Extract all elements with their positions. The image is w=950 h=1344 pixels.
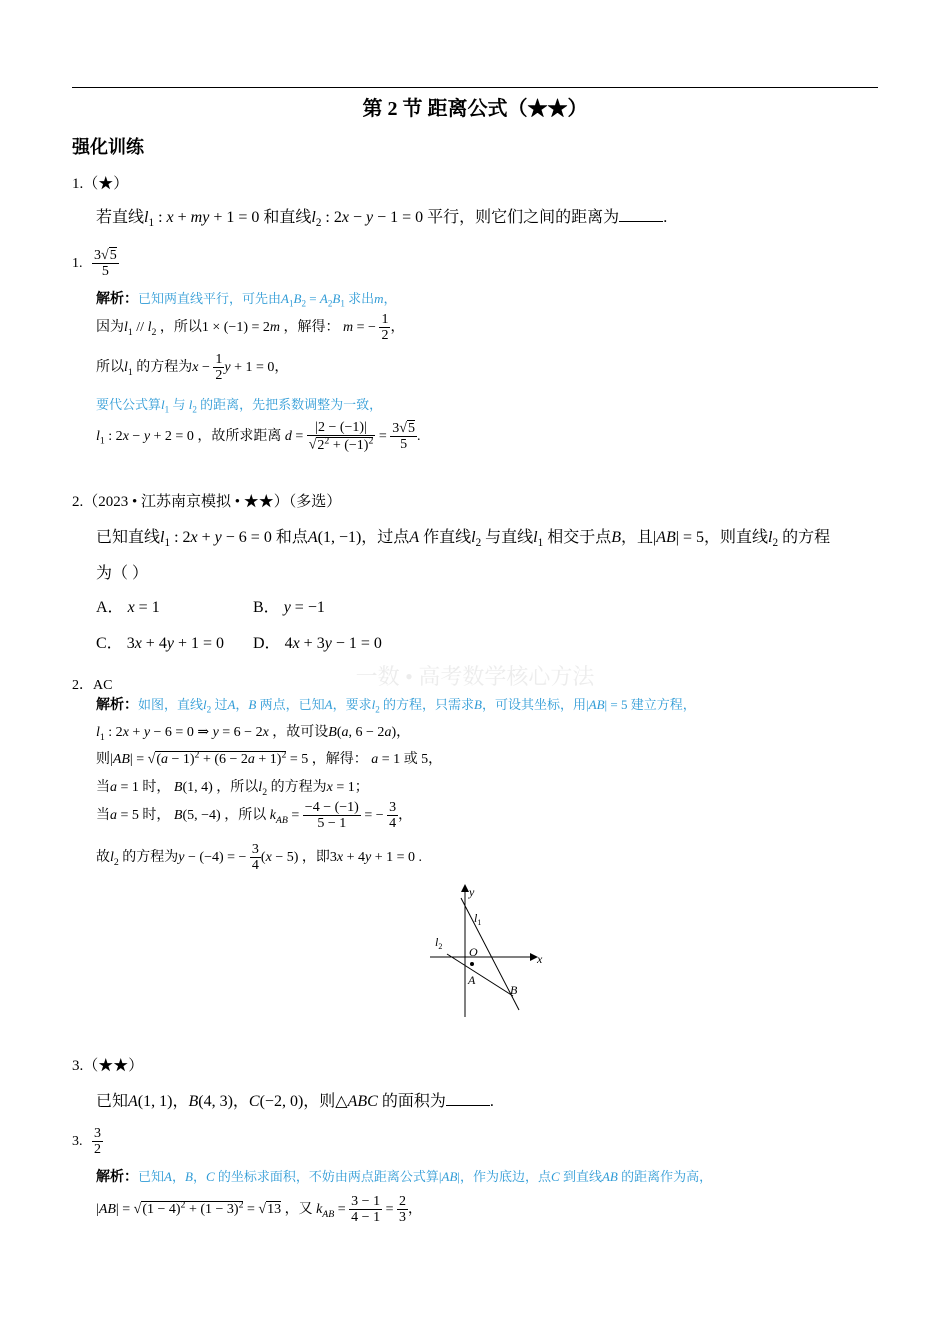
q3-analysis-line1: 解析：已知A，B，C 的坐标求面积，不妨由两点距离公式算|AB|，作为底边，点C 到直线AB 的距离作为高， bbox=[96, 1169, 713, 1185]
q1-analysis-line2: 因为$l_1 // l_2$ ，所以1 × (−1) = 2m ，解得： m = − $\frac{1}{2}$ ， bbox=[96, 312, 405, 344]
q2-analysis-line3: 则$|AB| = √(a - 1)^2 + (6 - 2a + 1)^2 = 5$ ，解得： a = 1 或 5， bbox=[96, 749, 443, 767]
q3-text: 已知A(1, 1)，B(4, 3)，C(−2, 0)，则△ABC 的面积为 . bbox=[96, 1093, 494, 1110]
q2-analysis-line6: 故$l_2$ 的方程为y − (−4) = − $\frac{3}{4}$ (x − 5) ，即3x + 4y + 1 = 0 . bbox=[96, 842, 423, 874]
line-l2 bbox=[447, 954, 513, 996]
q2-text-line1: 已知直线$l_1$ : 2x + y − 6 = 0 和点A(1, −1)，过点A 作直线$l_2$ 与直线$l_1$ 相交于点B，且|AB| = 5，则直线$l_2$ 的方程 bbox=[96, 529, 831, 550]
x-label: x bbox=[537, 952, 543, 966]
q1-heading: 1.（★） bbox=[72, 176, 129, 192]
b-label: B bbox=[510, 983, 518, 997]
q2-answer: 2．AC bbox=[72, 678, 113, 693]
l1-label: $l_1$ bbox=[474, 911, 482, 927]
watermark: 一数 • 高考数学核心方法 bbox=[355, 664, 595, 689]
q2-option-a[interactable]: A． x = 1 bbox=[96, 599, 160, 616]
q1-analysis-line1: 解析：已知两直线平行，可先由$A_1B_2 = A_2B_1$ 求出m， bbox=[96, 291, 397, 309]
q1-analysis-line4: 要代公式算$l_1$ 与 $l_2$ 的距离，先把系数调整为一致， bbox=[96, 397, 383, 415]
q2-analysis-line5: 当a = 5 时， B(5, −4) ，所以 $k_{AB}$ = $\frac{-4 - (-1)}{5 - 1}$ = − $\frac{3}{4}$ ， bbox=[96, 800, 413, 832]
q1-analysis-line3: 所以$l_1$ 的方程为x − $\frac{1}{2}$ y + 1 = 0， bbox=[96, 352, 289, 384]
point-a bbox=[470, 962, 474, 966]
q3-analysis-line2: $|AB| = √(1 - 4)^2 + (1 - 3)^2 = √13$ ，又 $k_{AB}$ = $\frac{3 - 1}{4 - 1}$ = $\frac{2}{3}$ ， bbox=[96, 1194, 422, 1226]
y-label: y bbox=[469, 885, 475, 899]
top-rule bbox=[72, 87, 878, 88]
q2-analysis-line4: 当a = 1 时， B(1, 4) ，所以$l_2$ 的方程为x = 1； bbox=[96, 780, 369, 798]
q1-answer: 1. $\frac{3√5}{5}$ bbox=[72, 248, 117, 280]
q2-heading: 2.（2023 • 江苏南京模拟 • ★★）（多选） bbox=[72, 494, 342, 510]
q2-analysis-line2: $l_1$ : 2x + y − 6 = 0 ⇒ y = 6 − 2x ，故可设B(a, 6 − 2a)， bbox=[96, 725, 411, 743]
q2-analysis-line1: 解析：如图，直线$l_2$ 过A，B 两点，已知A，要求$l_2$ 的方程，只需求B，可设其坐标，用|AB| = 5 建立方程， bbox=[96, 697, 696, 715]
q2-option-d[interactable]: D． 4x + 3y − 1 = 0 bbox=[253, 635, 382, 652]
section-heading: 强化训练 bbox=[72, 137, 144, 157]
q2-option-b[interactable]: B． y = −1 bbox=[253, 599, 325, 616]
q2-option-c[interactable]: C． 3x + 4y + 1 = 0 bbox=[96, 635, 224, 652]
q1-text: 若直线$l_1$ : x + my + 1 = 0 和直线$l_2$ : 2x − y − 1 = 0 平行，则它们之间的距离为 . bbox=[96, 209, 668, 230]
q3-answer: 3. $\frac{3}{2}$ bbox=[72, 1126, 101, 1158]
q2-figure bbox=[425, 880, 555, 1020]
q3-heading: 3.（★★） bbox=[72, 1058, 144, 1074]
q1-analysis-line5: $l_1$ : 2x − y + 2 = 0 ，故所求距离 d = $\frac{|2 - (-1)|}{√2^2 + (-1)^2}$ = $\frac{3√5}{5}$ . bbox=[96, 420, 421, 454]
a-label: A bbox=[468, 973, 476, 987]
origin-label: O bbox=[469, 945, 478, 959]
l2-label: $l_2$ bbox=[435, 935, 443, 951]
answer-blank bbox=[619, 220, 663, 222]
answer-blank-3 bbox=[446, 1104, 490, 1106]
q2-text-line2: 为（ ） bbox=[96, 565, 149, 582]
page-title: 第 2 节 距离公式（★★） bbox=[362, 98, 588, 120]
